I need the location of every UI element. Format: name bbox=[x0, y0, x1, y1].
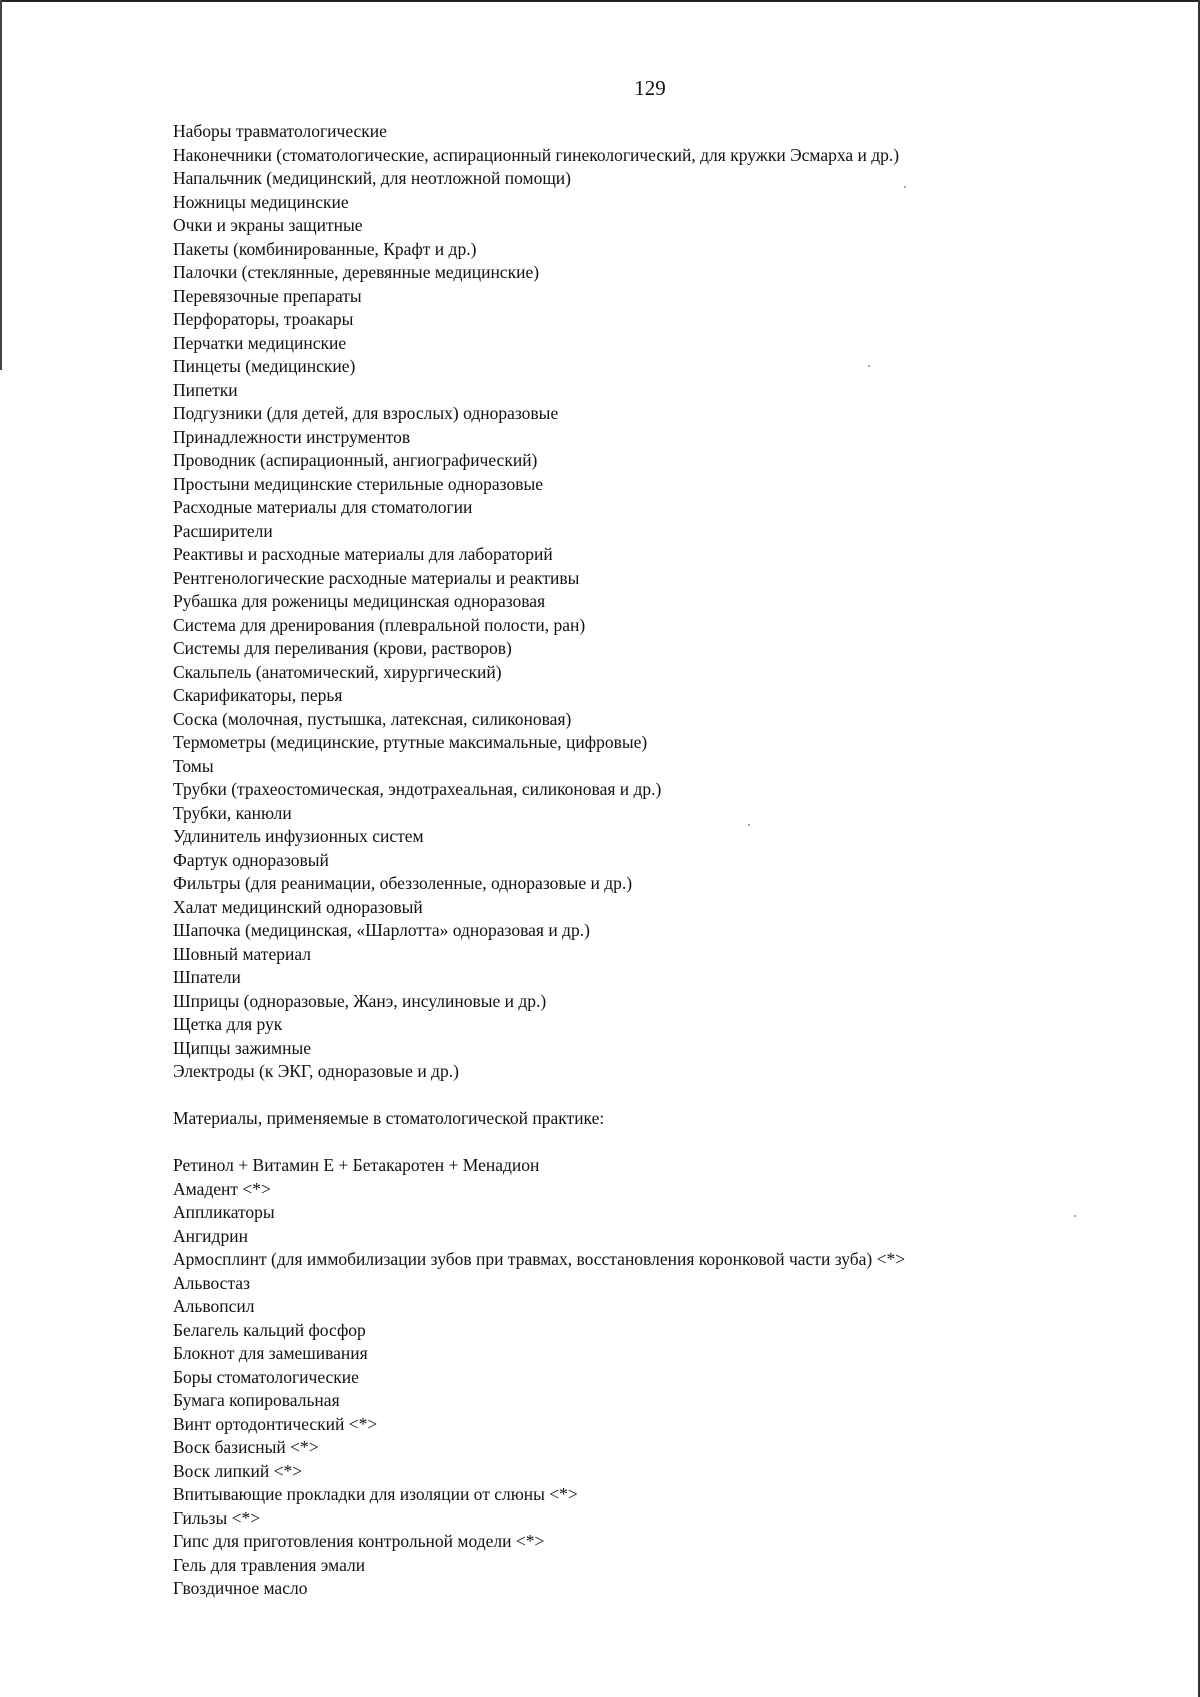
list-item: Томы bbox=[173, 755, 214, 776]
list-item: Щетка для рук bbox=[173, 1014, 283, 1034]
list-item: Расходные материалы для стоматологии bbox=[173, 497, 473, 517]
list-item: Напальчник (медицинский, для неотложной помощи) bbox=[173, 168, 571, 188]
list-item: Шовный материал bbox=[173, 943, 311, 964]
list-item: Пипетки bbox=[173, 379, 238, 400]
list-item: Щипцы зажимные bbox=[173, 1037, 311, 1058]
list-item: Альвостаз bbox=[173, 1272, 250, 1293]
list-item: Гипс для приготовления контрольной модели <*> bbox=[173, 1531, 545, 1551]
list-item: Перфораторы, троакары bbox=[173, 309, 354, 329]
list-item: Реактивы и расходные материалы для лабораторий bbox=[173, 544, 553, 564]
list-item: Трубки (трахеостомическая, эндотрахеальная, силиконовая и др.) bbox=[173, 779, 662, 799]
scan-edge-left bbox=[0, 0, 2, 370]
list-item: Удлинитель инфузионных систем bbox=[173, 826, 424, 846]
dental-materials-list bbox=[173, 1154, 1173, 1601]
list-item: Армосплинт (для иммобилизации зубов при травмах, восстановления коронковой части зуба) <*> bbox=[173, 1249, 906, 1269]
list-item: Амадент <*> bbox=[173, 1178, 271, 1199]
list-item: Соска (молочная, пустышка, латексная, силиконовая) bbox=[173, 708, 572, 729]
list-item: Наборы травматологические bbox=[173, 121, 387, 141]
list-item: Перчатки медицинские bbox=[173, 332, 347, 353]
list-item: Воск базисный <*> bbox=[173, 1437, 319, 1457]
list-item: Альвопсил bbox=[173, 1296, 255, 1316]
list-item: Ангидрин bbox=[173, 1225, 248, 1246]
list-item: Гвоздичное масло bbox=[173, 1578, 308, 1598]
list-item: Подгузники (для детей, для взрослых) одноразовые bbox=[173, 403, 559, 423]
list-item: Аппликаторы bbox=[173, 1202, 275, 1222]
list-item: Белагель кальций фосфор bbox=[173, 1319, 366, 1340]
supplies-list bbox=[173, 120, 1173, 1084]
list-item: Электроды (к ЭКГ, одноразовые и др.) bbox=[173, 1061, 459, 1081]
list-item: Шапочка (медицинская, «Шарлотта» одноразовая и др.) bbox=[173, 920, 590, 940]
list-item: Боры стоматологические bbox=[173, 1366, 359, 1387]
list-item: Впитывающие прокладки для изоляции от слюны <*> bbox=[173, 1484, 578, 1504]
page-number: 129 bbox=[634, 76, 666, 100]
list-item: Рентгенологические расходные материалы и реактивы bbox=[173, 567, 580, 588]
list-item: Простыни медицинские стерильные одноразовые bbox=[173, 473, 544, 494]
list-item: Система для дренирования (плевральной полости, ран) bbox=[173, 614, 586, 635]
section-heading: Материалы, применяемые в стоматологической практике: bbox=[173, 1108, 605, 1128]
list-item: Термометры (медицинские, ртутные максимальные, цифровые) bbox=[173, 732, 648, 752]
list-item: Винт ортодонтический <*> bbox=[173, 1413, 378, 1434]
list-item: Очки и экраны защитные bbox=[173, 215, 363, 235]
list-item: Шпатели bbox=[173, 967, 241, 987]
list-item: Трубки, канюли bbox=[173, 802, 292, 823]
list-item: Шприцы (одноразовые, Жанэ, инсулиновые и др.) bbox=[173, 990, 547, 1011]
list-item: Скальпель (анатомический, хирургический) bbox=[173, 661, 502, 682]
list-item: Принадлежности инструментов bbox=[173, 426, 411, 447]
list-item: Пакеты (комбинированные, Крафт и др.) bbox=[173, 238, 477, 259]
list-item: Блокнот для замешивания bbox=[173, 1343, 368, 1363]
list-item: Наконечники (стоматологические, аспирационный гинекологический, для кружки Эсмарха и др.) bbox=[173, 144, 900, 165]
list-item: Фильтры (для реанимации, обеззоленные, одноразовые и др.) bbox=[173, 873, 633, 893]
document-body bbox=[173, 120, 1173, 1601]
list-item: Ретинол + Витамин Е + Бетакаротен + Менадион bbox=[173, 1155, 540, 1175]
list-item: Бумага копировальная bbox=[173, 1390, 340, 1410]
list-item: Воск липкий <*> bbox=[173, 1460, 303, 1481]
list-item: Скарификаторы, перья bbox=[173, 685, 343, 705]
list-item: Проводник (аспирационный, ангиографический) bbox=[173, 450, 538, 470]
list-item: Системы для переливания (крови, растворов) bbox=[173, 638, 512, 658]
list-item: Ножницы медицинские bbox=[173, 191, 349, 212]
scan-edge-top bbox=[0, 0, 1200, 2]
list-item: Палочки (стеклянные, деревянные медицинские) bbox=[173, 262, 540, 282]
list-item: Халат медицинский одноразовый bbox=[173, 896, 423, 917]
list-item: Гель для травления эмали bbox=[173, 1554, 366, 1575]
list-item: Расширители bbox=[173, 520, 273, 541]
list-item: Гильзы <*> bbox=[173, 1507, 261, 1528]
list-item: Фартук одноразовый bbox=[173, 849, 329, 870]
list-item: Пинцеты (медицинские) bbox=[173, 356, 356, 376]
list-item: Рубашка для роженицы медицинская одноразовая bbox=[173, 591, 546, 611]
list-item: Перевязочные препараты bbox=[173, 285, 362, 306]
